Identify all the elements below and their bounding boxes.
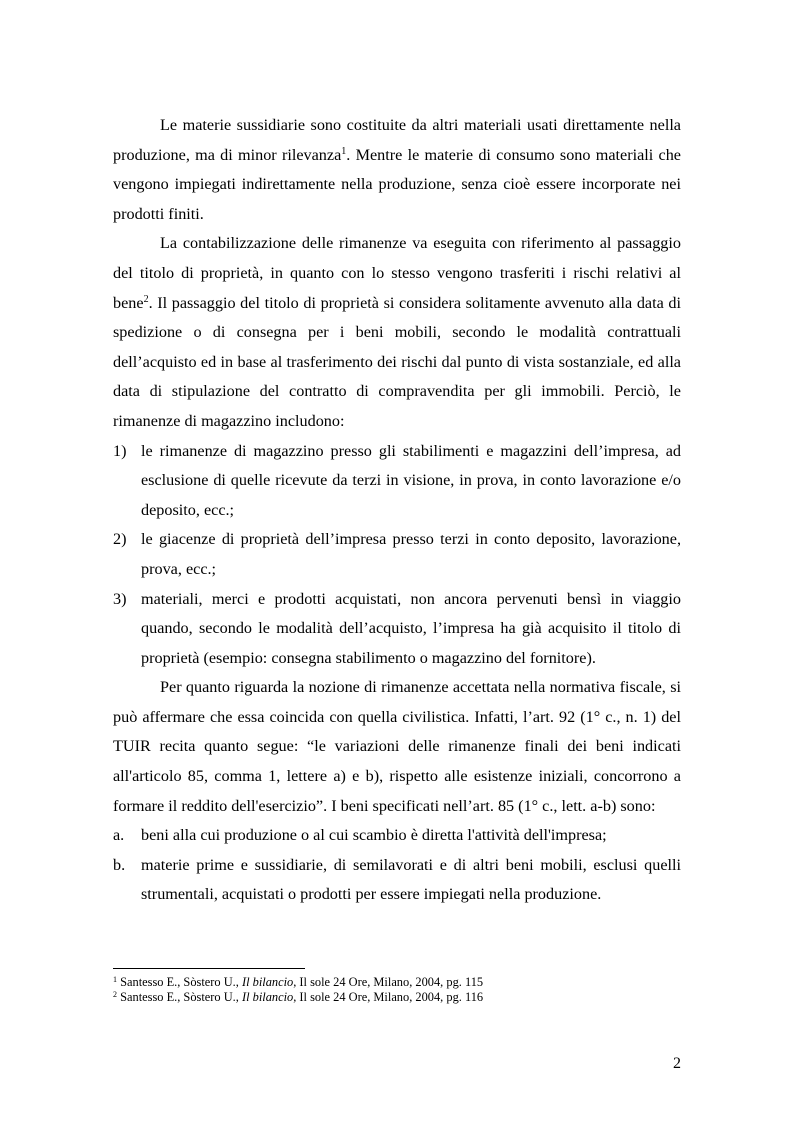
footnote-number: 1 bbox=[113, 975, 117, 984]
footnote-authors: Santesso E., Sòstero U., bbox=[120, 989, 242, 1004]
paragraph-text: . Il passaggio del titolo di proprietà si considera solitamente avvenuto alla data di spedizione o di consegna per i beni mobili, secondo le modalità contrattuali dell’acquisto ed in base al trasferimento dei rischi dal punto di vista sostanziale, ed alla data di stipulazione del contratto di compravendita per gli immobili. Perciò, le rimanenze di magazzino includono: bbox=[113, 293, 681, 430]
list-item-text: materiali, merci e prodotti acquistati, non ancora pervenuti bensì in viaggio quando, secondo le modalità dell’acquisto, l’impresa ha già acquisito il titolo di proprietà (esempio: consegna stabilimento o magazzino del fornitore). bbox=[141, 589, 681, 667]
footnote-details: , Il sole 24 Ore, Milano, 2004, pg. 116 bbox=[293, 989, 484, 1004]
paragraph-materie-sussidiarie bbox=[113, 111, 681, 229]
footnotes bbox=[113, 975, 681, 1004]
body-text bbox=[113, 111, 681, 910]
footnote-authors: Santesso E., Sòstero U., bbox=[120, 975, 242, 989]
paragraph-text: La contabilizzazione delle rimanenze va eseguita con riferimento al passaggio del titolo di proprietà, in quanto con lo stesso vengono trasferiti i rischi relativi al bene bbox=[113, 234, 681, 312]
list-item bbox=[113, 851, 681, 910]
list-item bbox=[113, 585, 681, 674]
page-number: 2 bbox=[673, 1055, 681, 1072]
paragraph-text: Le materie sussidiarie sono costituite da altri materiali usati direttamente nella produzione, ma di minor rilevanza bbox=[113, 116, 681, 164]
numbered-list bbox=[113, 437, 681, 674]
footnote-1 bbox=[113, 975, 681, 990]
paragraph-contabilizzazione bbox=[113, 229, 681, 436]
list-item bbox=[113, 437, 681, 526]
footnote-number: 2 bbox=[113, 989, 117, 999]
footnote-title: Il bilancio bbox=[241, 975, 294, 989]
footnote-separator bbox=[113, 968, 305, 969]
list-item-letter: b. bbox=[113, 855, 126, 874]
list-item-letter: a. bbox=[113, 826, 125, 845]
list-item-number: 3) bbox=[113, 589, 127, 608]
list-item-number: 2) bbox=[113, 530, 127, 549]
footnote-details: , Il sole 24 Ore, Milano, 2004, pg. 115 bbox=[293, 975, 484, 989]
list-item-text: le rimanenze di magazzino presso gli stabilimenti e magazzini dell’impresa, ad esclusione di quelle ricevute da terzi in visione, in prova, in conto lavorazione e/o deposito, ecc.; bbox=[141, 441, 681, 519]
footnote-ref-1: 1 bbox=[341, 145, 347, 157]
footnote-ref-2: 2 bbox=[143, 293, 149, 305]
list-item-number: 1) bbox=[113, 441, 127, 460]
lettered-list bbox=[113, 821, 681, 910]
footnote-title: Il bilancio bbox=[241, 989, 294, 1004]
list-item-text: beni alla cui produzione o al cui scambio è diretta l'attività dell'impresa; bbox=[141, 826, 607, 845]
list-item bbox=[113, 525, 681, 584]
paragraph-normativa-fiscale: Per quanto riguarda la nozione di rimanenze accettata nella normativa fiscale, si può affermare che essa coincida con quella civilistica. Infatti, l’art. 92 (1° c., n. 1) del TUIR recita quanto segue: “le variazioni delle rimanenze finali dei beni indicati all'articolo 85, comma 1, lettere a) e b), rispetto alle esistenze iniziali, concorrono a formare il reddito dell'esercizio”. I beni specificati nell’art. 85 (1° c., lett. a-b) sono: bbox=[113, 678, 681, 815]
list-item bbox=[113, 821, 681, 851]
paragraph-text: . Mentre le materie di consumo sono materiali che vengono impiegati indirettamente nella produzione, senza cioè essere incorporate nei prodotti finiti. bbox=[113, 145, 681, 223]
footnote-2 bbox=[113, 990, 681, 1005]
list-item-text: le giacenze di proprietà dell’impresa presso terzi in conto deposito, lavorazione, prova, ecc.; bbox=[141, 530, 681, 578]
list-item-text: materie prime e sussidiarie, di semilavorati e di altri beni mobili, esclusi quelli strumentali, acquistati o prodotti per essere impiegati nella produzione. bbox=[141, 855, 681, 904]
